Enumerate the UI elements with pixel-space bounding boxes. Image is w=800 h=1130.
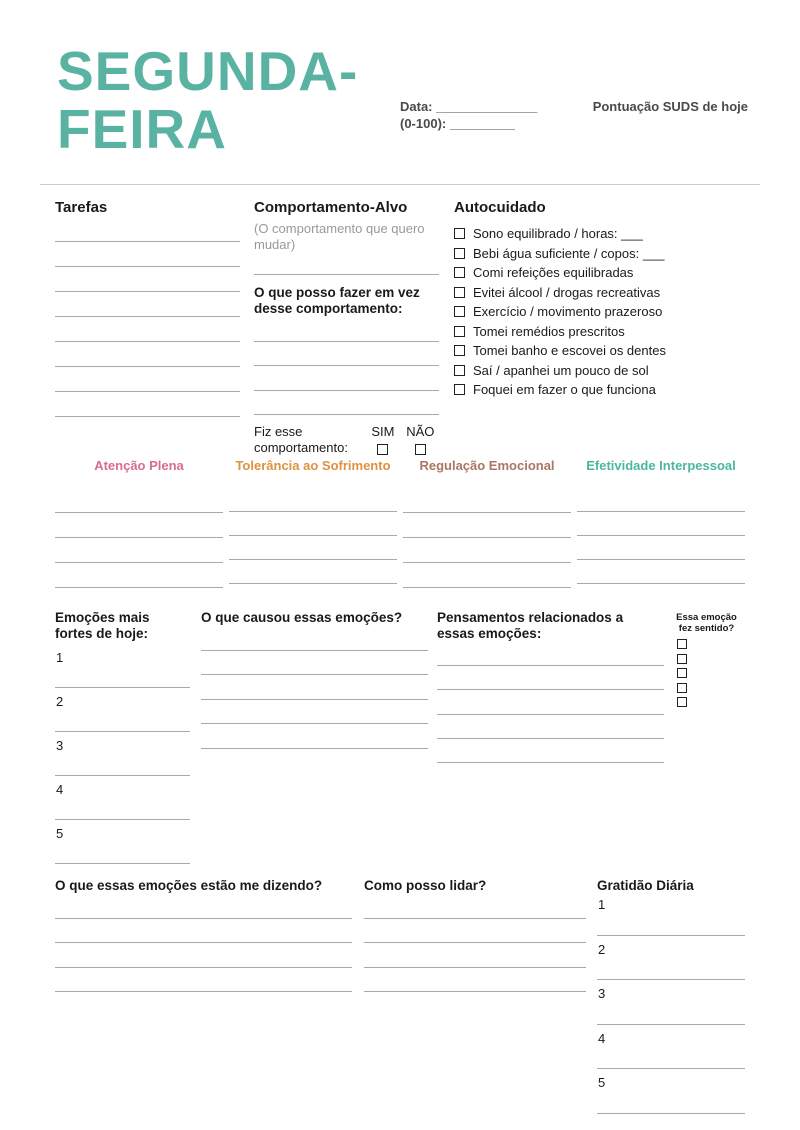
writing-line [55,894,352,919]
writing-line [254,391,439,416]
writing-line [201,651,428,676]
numbered-line [597,1025,745,1070]
item-number: 3 [598,986,606,1001]
selfcare-item-label: Comi refeições equilibradas [473,265,634,281]
target-behavior-subtitle: (O comportamento que quero mudar) [254,221,425,252]
writing-line [55,267,240,292]
numbered-line [55,820,190,864]
skill-title-emotion-regulation: Regulação Emocional [419,458,555,473]
numbered-line [597,936,745,981]
tasks-title: Tarefas [55,199,108,216]
writing-line [437,715,664,739]
suds-scale-field[interactable]: (0-100): _________ [400,116,515,131]
selfcare-item-label: Foquei em fazer o que funciona [473,382,656,398]
selfcare-column [454,200,745,456]
skill-title-interpersonal-effectiveness: Efetividade Interpessoal [586,458,736,473]
numbered-line [597,891,745,936]
gratitude-title: Gratidão Diária [597,878,694,893]
selfcare-item-label: Sono equilibrado / horas: ___ [473,226,643,242]
writing-line [55,943,352,968]
writing-line [55,317,240,342]
writing-line [55,392,240,417]
selfcare-title: Autocuidado [454,199,546,216]
selfcare-item-label: Evitei álcool / drogas recreativas [473,284,661,300]
numbered-line [597,980,745,1025]
writing-line [437,739,664,763]
skill-title-mindfulness: Atenção Plena [94,458,184,473]
related-thoughts-column [437,605,664,864]
numbered-line [55,644,190,688]
writing-line [403,488,571,513]
header-divider [40,184,760,185]
item-number: 5 [56,826,64,841]
selfcare-checkbox[interactable] [454,228,465,239]
selfcare-item [454,380,745,400]
emotion-sense-checkbox[interactable] [677,683,687,693]
emotions-telling-title: O que essas emoções estão me dizendo? [55,878,323,893]
strongest-emotions-title: Emoções mais fortes de hoje: [55,610,150,641]
writing-line [55,488,223,513]
suds-label: Pontuação SUDS de hoje [592,99,748,114]
writing-line [364,943,586,968]
writing-line [437,690,664,714]
skill-column-interpersonal-effectiveness [577,458,745,588]
writing-line [577,512,745,536]
date-field-label[interactable]: Data: ______________ [400,99,538,114]
writing-line [577,536,745,560]
selfcare-checkbox[interactable] [454,384,465,395]
selfcare-list [454,224,745,400]
emotion-sense-checkbox[interactable] [677,654,687,664]
writing-line [577,488,745,512]
item-number: 4 [56,782,64,797]
item-number: 2 [598,941,606,957]
strongest-emotions-list [55,644,190,864]
writing-line [229,560,397,584]
target-behavior-column [254,200,439,456]
emotion-cause-title: O que causou essas emoções? [201,610,403,625]
top-section [55,200,745,456]
skill-column-mindfulness [55,458,223,588]
yes-option [364,424,401,456]
writing-line [229,488,397,512]
selfcare-checkbox[interactable] [454,267,465,278]
writing-line [577,560,745,584]
emotion-sense-checkbox[interactable] [677,639,687,649]
writing-line [55,563,223,588]
no-checkbox[interactable] [415,444,426,455]
selfcare-item-label: Tomei remédios prescritos [473,323,625,339]
did-behavior-label: Fiz esse comportamento: [254,424,348,455]
writing-line [364,968,586,993]
emotion-cause-column [201,605,428,864]
item-number: 5 [598,1075,606,1090]
item-number: 1 [56,650,64,665]
emotion-sense-column [668,605,745,864]
writing-line [55,292,240,317]
tasks-column [55,200,240,456]
writing-line [201,724,428,749]
item-number: 4 [598,1030,606,1046]
did-behavior-row [254,424,439,456]
alternative-behavior-heading: O que posso fazer em vez desse comportamento: [254,285,420,316]
selfcare-item [454,283,745,303]
gratitude-column [597,875,745,1114]
target-behavior-title: Comportamento-Alvo [254,199,408,216]
selfcare-item [454,361,745,381]
writing-line [55,342,240,367]
skill-title-distress-tolerance: Tolerância ao Sofrimento [235,458,391,473]
selfcare-item [454,341,745,361]
writing-line [229,512,397,536]
selfcare-checkbox[interactable] [454,365,465,376]
writing-line [55,367,240,392]
emotion-sense-checkboxes [668,639,745,707]
writing-line [254,342,439,367]
selfcare-checkbox[interactable] [454,287,465,298]
strongest-emotions-column [55,605,190,864]
gratitude-list [597,891,745,1114]
selfcare-item-label: Saí / apanhei um pouco de sol [473,362,649,378]
selfcare-checkbox[interactable] [454,326,465,337]
emotion-sense-title: Essa emoção fez sentido? [676,612,737,634]
writing-line [254,252,439,275]
item-number: 1 [598,897,606,912]
writing-line [437,642,664,666]
coping-column [364,875,586,1114]
writing-line [55,513,223,538]
related-thoughts-title: Pensamentos relacionados a essas emoções: [437,610,624,641]
writing-line [55,538,223,563]
coping-title: Como posso lidar? [364,878,487,893]
selfcare-item [454,322,745,342]
writing-line [254,317,439,342]
skills-section [55,458,745,588]
selfcare-checkbox[interactable] [454,306,465,317]
no-label: NÃO [406,424,435,439]
yes-label: SIM [371,424,395,439]
bottom-section [55,875,745,1114]
selfcare-item-label: Bebi água suficiente / copos: ___ [473,245,665,261]
header-meta [400,98,748,132]
selfcare-item-label: Exercício / movimento prazeroso [473,304,663,320]
writing-line [403,538,571,563]
writing-line [55,968,352,993]
writing-line [201,700,428,725]
numbered-line [597,1069,745,1114]
item-number: 2 [56,694,64,709]
writing-line [229,536,397,560]
writing-line [254,366,439,391]
writing-line [55,242,240,267]
numbered-line [55,732,190,776]
writing-line [364,894,586,919]
numbered-line [55,688,190,732]
no-option [402,424,439,456]
selfcare-item [454,263,745,283]
writing-line [364,919,586,944]
emotions-telling-column [55,875,352,1114]
emotions-section [55,605,745,864]
page-title: SEGUNDA-FEIRA [57,40,359,160]
writing-line [403,513,571,538]
selfcare-item-label: Tomei banho e escovei os dentes [473,343,666,359]
selfcare-checkbox[interactable] [454,248,465,259]
writing-line [403,563,571,588]
writing-line [201,675,428,700]
writing-line [55,217,240,242]
selfcare-item [454,244,745,264]
writing-line [201,626,428,651]
skill-column-emotion-regulation [403,458,571,588]
emotion-sense-checkbox[interactable] [677,697,687,707]
writing-line [437,666,664,690]
selfcare-item [454,302,745,322]
yes-checkbox[interactable] [377,444,388,455]
selfcare-checkbox[interactable] [454,345,465,356]
writing-line [55,919,352,944]
emotion-sense-checkbox[interactable] [677,668,687,678]
skill-column-distress-tolerance [229,458,397,588]
item-number: 3 [56,738,64,753]
selfcare-item [454,224,745,244]
numbered-line [55,776,190,820]
